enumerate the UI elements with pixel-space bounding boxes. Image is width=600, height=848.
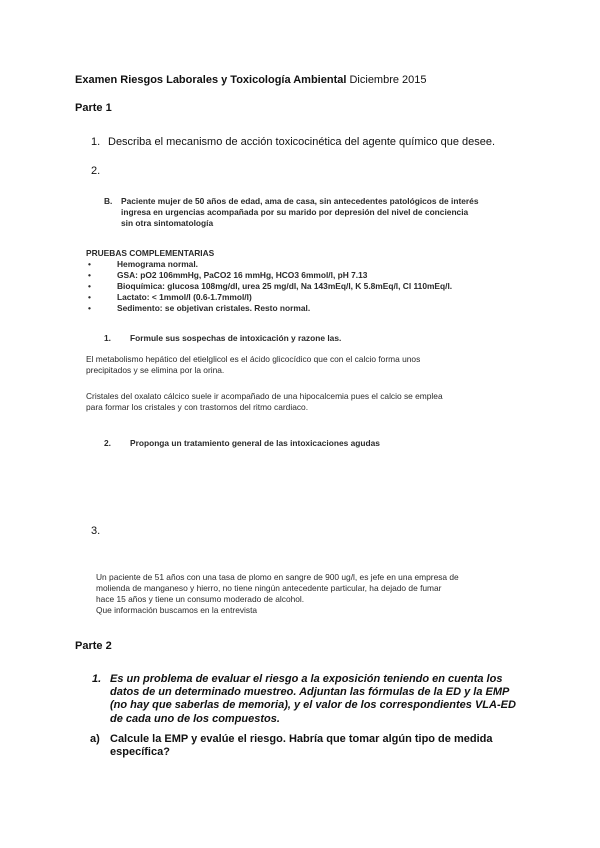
answer-paragraph-2 [86,391,506,413]
parte2-qa-line: específica? [110,746,170,758]
page-title [75,74,427,87]
case-b-letter: B. [104,196,113,206]
answer-line: para formar los cristales y con trastornos del ritmo cardiaco. [86,402,309,412]
parte2-question-1-text [110,673,520,726]
subquestion-1 [104,333,341,344]
parte2-question-a-text [110,733,520,759]
case-3-line: Un paciente de 51 años con una tasa de plomo en sangre de 900 ug/l, es jefe en una empresa de [96,572,459,582]
list-item: • Hemograma normal. [86,259,506,270]
answer-line: Cristales del oxalato cálcico suele ir acompañado de una hipocalcemia pues el calcio se emplea [86,391,443,401]
parte2-question-1-number: 1. [92,673,102,685]
case-b-text [121,196,501,229]
title-date: Diciembre 2015 [349,74,427,86]
answer-line: El metabolismo hepático del etielglicol es el ácido glicocídico que con el calcio forma unos [86,354,421,364]
case-b-line: Paciente mujer de 50 años de edad, ama de casa, sin antecedentes patológicos de interés [121,196,479,206]
subquestion-2-text: Proponga un tratamiento general de las intoxicaciones agudas [130,438,380,448]
pruebas-list [86,259,506,314]
case-3-line: molienda de manganeso y hierro, no tiene ningún antecedente particular, ha dejado de fumar [96,583,442,593]
case-b-line: sin otra sintomatología [121,218,214,228]
parte2-q1-line: (no hay que saberlas de memoria), y el valor de los correspondientes VLA-ED [110,699,516,712]
list-item: • Bioquímica: glucosa 108mg/dl, urea 25 mg/dl, Na 143mEq/l, K 5.8mEq/l, Cl 110mEq/l. [86,281,506,292]
subquestion-2-number: 2. [104,438,111,448]
case-3-line: Que información buscamos en la entrevista [96,605,258,615]
list-item: • GSA: pO2 106mmHg, PaCO2 16 mmHg, HCO3 6mmol/l, pH 7.13 [86,270,506,281]
answer-paragraph-1 [86,354,498,376]
case-3-text [96,572,516,616]
list-item: • Lactato: < 1mmol/l (0.6-1.7mmol/l) [86,292,506,303]
subquestion-1-text: Formule sus sospechas de intoxicación y razone las. [130,333,342,343]
title-bold: Examen Riesgos Laborales y Toxicología Ambiental [75,74,347,86]
question-1-text: Describa el mecanismo de acción toxicocinética del agente químico que desee. [108,136,496,148]
answer-line: precipitados y se elimina por la orina. [86,365,225,375]
case-b-line: ingresa en urgencias acompañada por su marido por depresión del nivel de conciencia [121,207,469,217]
parte2-question-a-letter: a) [90,733,100,745]
subquestion-2 [104,438,380,449]
parte2-q1-line: de cada uno de los compuestos. [110,712,280,725]
case-3-line: hace 15 años y tiene un consumo moderado de alcohol. [96,594,305,604]
question-3-number: 3. [91,525,101,537]
parte2-qa-line: Calcule la EMP y evalúe el riesgo. Habría que tomar algún tipo de medida [110,733,493,745]
list-item: • Sedimento: se objetivan cristales. Resto normal. [86,303,506,314]
parte1-heading: Parte 1 [75,102,112,114]
question-1-number: 1. [91,136,101,148]
subquestion-1-number: 1. [104,333,111,343]
question-1 [91,136,495,149]
parte2-q1-line: datos de un determinado muestreo. Adjuntan las fórmulas de la ED y la EMP [110,686,510,699]
pruebas-heading: PRUEBAS COMPLEMENTARIAS [86,248,215,258]
parte2-heading: Parte 2 [75,640,112,652]
question-2-number: 2. [91,165,101,177]
parte2-q1-line: Es un problema de evaluar el riesgo a la exposición teniendo en cuenta los [110,673,503,685]
